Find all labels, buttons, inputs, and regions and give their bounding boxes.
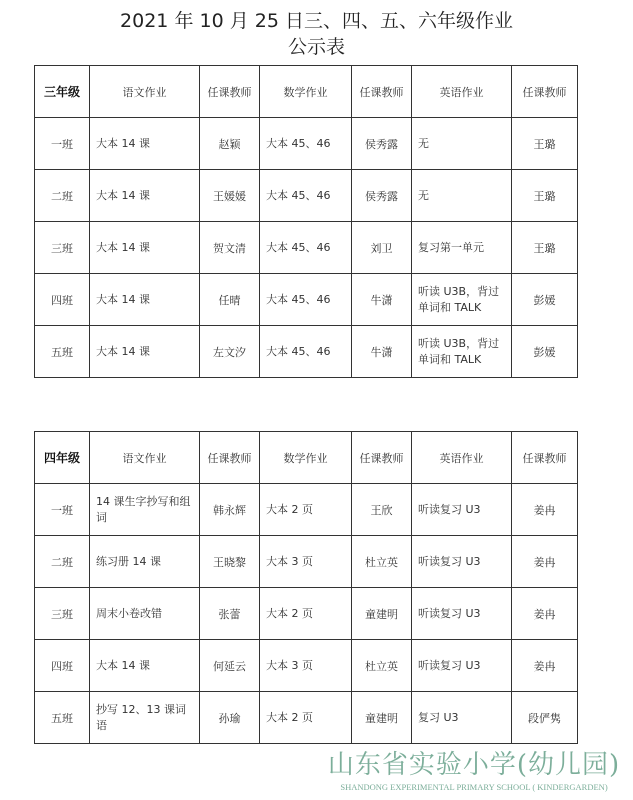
math-teacher-cell: 童建明 bbox=[352, 588, 412, 640]
table-row bbox=[35, 222, 578, 274]
header-math: 数学作业 bbox=[260, 66, 352, 118]
math-teacher-cell: 牛潇 bbox=[352, 326, 412, 378]
english-teacher-cell: 姜冉 bbox=[512, 588, 578, 640]
header-teacher: 任课教师 bbox=[512, 66, 578, 118]
english-homework-cell: 听读 U3B，背过单词和 TALK bbox=[412, 274, 512, 326]
math-homework-cell: 大本 2 页 bbox=[260, 484, 352, 536]
grade-label: 四年级 bbox=[35, 432, 90, 484]
chinese-teacher-cell: 孙瑜 bbox=[200, 692, 260, 744]
math-homework-cell: 大本 2 页 bbox=[260, 692, 352, 744]
chinese-teacher-cell: 何延云 bbox=[200, 640, 260, 692]
math-homework-cell: 大本 45、46 bbox=[260, 170, 352, 222]
table-header-row bbox=[35, 66, 578, 118]
chinese-teacher-cell: 贺文清 bbox=[200, 222, 260, 274]
chinese-teacher-cell: 左文汐 bbox=[200, 326, 260, 378]
chinese-homework-cell: 大本 14 课 bbox=[90, 326, 200, 378]
class-cell: 二班 bbox=[35, 536, 90, 588]
header-teacher: 任课教师 bbox=[200, 66, 260, 118]
header-teacher: 任课教师 bbox=[352, 432, 412, 484]
table-row bbox=[35, 692, 578, 744]
math-teacher-cell: 侯秀露 bbox=[352, 170, 412, 222]
english-teacher-cell: 段俨隽 bbox=[512, 692, 578, 744]
page-title: 2021 年 10 月 25 日三、四、五、六年级作业 bbox=[120, 10, 513, 32]
english-teacher-cell: 姜冉 bbox=[512, 640, 578, 692]
class-cell: 三班 bbox=[35, 588, 90, 640]
table-header-row bbox=[35, 432, 578, 484]
class-cell: 四班 bbox=[35, 640, 90, 692]
math-teacher-cell: 杜立英 bbox=[352, 536, 412, 588]
chinese-homework-cell: 大本 14 课 bbox=[90, 274, 200, 326]
class-cell: 五班 bbox=[35, 692, 90, 744]
english-teacher-cell: 彭媛 bbox=[512, 274, 578, 326]
math-teacher-cell: 刘卫 bbox=[352, 222, 412, 274]
english-teacher-cell: 姜冉 bbox=[512, 536, 578, 588]
chinese-homework-cell: 大本 14 课 bbox=[90, 118, 200, 170]
english-homework-cell: 复习第一单元 bbox=[412, 222, 512, 274]
class-cell: 二班 bbox=[35, 170, 90, 222]
english-homework-cell: 听读复习 U3 bbox=[412, 536, 512, 588]
header-english: 英语作业 bbox=[412, 66, 512, 118]
math-homework-cell: 大本 3 页 bbox=[260, 640, 352, 692]
class-cell: 一班 bbox=[35, 484, 90, 536]
chinese-teacher-cell: 韩永辉 bbox=[200, 484, 260, 536]
table-row bbox=[35, 274, 578, 326]
english-homework-cell: 无 bbox=[412, 118, 512, 170]
english-homework-cell: 听读 U3B，背过单词和 TALK bbox=[412, 326, 512, 378]
math-teacher-cell: 杜立英 bbox=[352, 640, 412, 692]
grade3-table bbox=[34, 65, 578, 378]
header-teacher: 任课教师 bbox=[200, 432, 260, 484]
english-homework-cell: 听读复习 U3 bbox=[412, 588, 512, 640]
chinese-homework-cell: 大本 14 课 bbox=[90, 222, 200, 274]
math-homework-cell: 大本 2 页 bbox=[260, 588, 352, 640]
header-english: 英语作业 bbox=[412, 432, 512, 484]
math-teacher-cell: 侯秀露 bbox=[352, 118, 412, 170]
chinese-teacher-cell: 王晓黎 bbox=[200, 536, 260, 588]
school-logo bbox=[318, 744, 630, 800]
class-cell: 四班 bbox=[35, 274, 90, 326]
class-cell: 一班 bbox=[35, 118, 90, 170]
chinese-teacher-cell: 赵颖 bbox=[200, 118, 260, 170]
header-teacher: 任课教师 bbox=[512, 432, 578, 484]
math-homework-cell: 大本 45、46 bbox=[260, 118, 352, 170]
header-teacher: 任课教师 bbox=[352, 66, 412, 118]
math-homework-cell: 大本 45、46 bbox=[260, 222, 352, 274]
math-homework-cell: 大本 45、46 bbox=[260, 274, 352, 326]
math-homework-cell: 大本 3 页 bbox=[260, 536, 352, 588]
math-teacher-cell: 童建明 bbox=[352, 692, 412, 744]
english-teacher-cell: 姜冉 bbox=[512, 484, 578, 536]
table-row bbox=[35, 536, 578, 588]
english-homework-cell: 复习 U3 bbox=[412, 692, 512, 744]
math-homework-cell: 大本 45、46 bbox=[260, 326, 352, 378]
english-homework-cell: 听读复习 U3 bbox=[412, 484, 512, 536]
table-row bbox=[35, 118, 578, 170]
english-homework-cell: 无 bbox=[412, 170, 512, 222]
chinese-teacher-cell: 任晴 bbox=[200, 274, 260, 326]
english-teacher-cell: 王璐 bbox=[512, 170, 578, 222]
math-teacher-cell: 王欣 bbox=[352, 484, 412, 536]
table-row bbox=[35, 588, 578, 640]
chinese-teacher-cell: 王媛媛 bbox=[200, 170, 260, 222]
chinese-homework-cell: 大本 14 课 bbox=[90, 640, 200, 692]
english-teacher-cell: 王璐 bbox=[512, 118, 578, 170]
table-row bbox=[35, 326, 578, 378]
english-teacher-cell: 王璐 bbox=[512, 222, 578, 274]
chinese-homework-cell: 14 课生字抄写和组词 bbox=[90, 484, 200, 536]
school-logo-chinese: 山东省实验小学(幼儿园) bbox=[327, 750, 621, 780]
page-subtitle: 公示表 bbox=[287, 36, 345, 58]
chinese-homework-cell: 大本 14 课 bbox=[90, 170, 200, 222]
class-cell: 三班 bbox=[35, 222, 90, 274]
english-homework-cell: 听读复习 U3 bbox=[412, 640, 512, 692]
english-teacher-cell: 彭媛 bbox=[512, 326, 578, 378]
header-chinese: 语文作业 bbox=[90, 66, 200, 118]
table-row bbox=[35, 170, 578, 222]
chinese-homework-cell: 抄写 12、13 课词语 bbox=[90, 692, 200, 744]
header-math: 数学作业 bbox=[260, 432, 352, 484]
chinese-homework-cell: 练习册 14 课 bbox=[90, 536, 200, 588]
math-teacher-cell: 牛潇 bbox=[352, 274, 412, 326]
table-row bbox=[35, 484, 578, 536]
chinese-teacher-cell: 张蕾 bbox=[200, 588, 260, 640]
table-row bbox=[35, 640, 578, 692]
class-cell: 五班 bbox=[35, 326, 90, 378]
chinese-homework-cell: 周末小卷改错 bbox=[90, 588, 200, 640]
grade4-table bbox=[34, 431, 578, 744]
school-logo-english: SHANDONG EXPERIMENTAL PRIMARY SCHOOL ( KINDERGARDEN) bbox=[340, 782, 608, 792]
header-chinese: 语文作业 bbox=[90, 432, 200, 484]
grade-label: 三年级 bbox=[35, 66, 90, 118]
